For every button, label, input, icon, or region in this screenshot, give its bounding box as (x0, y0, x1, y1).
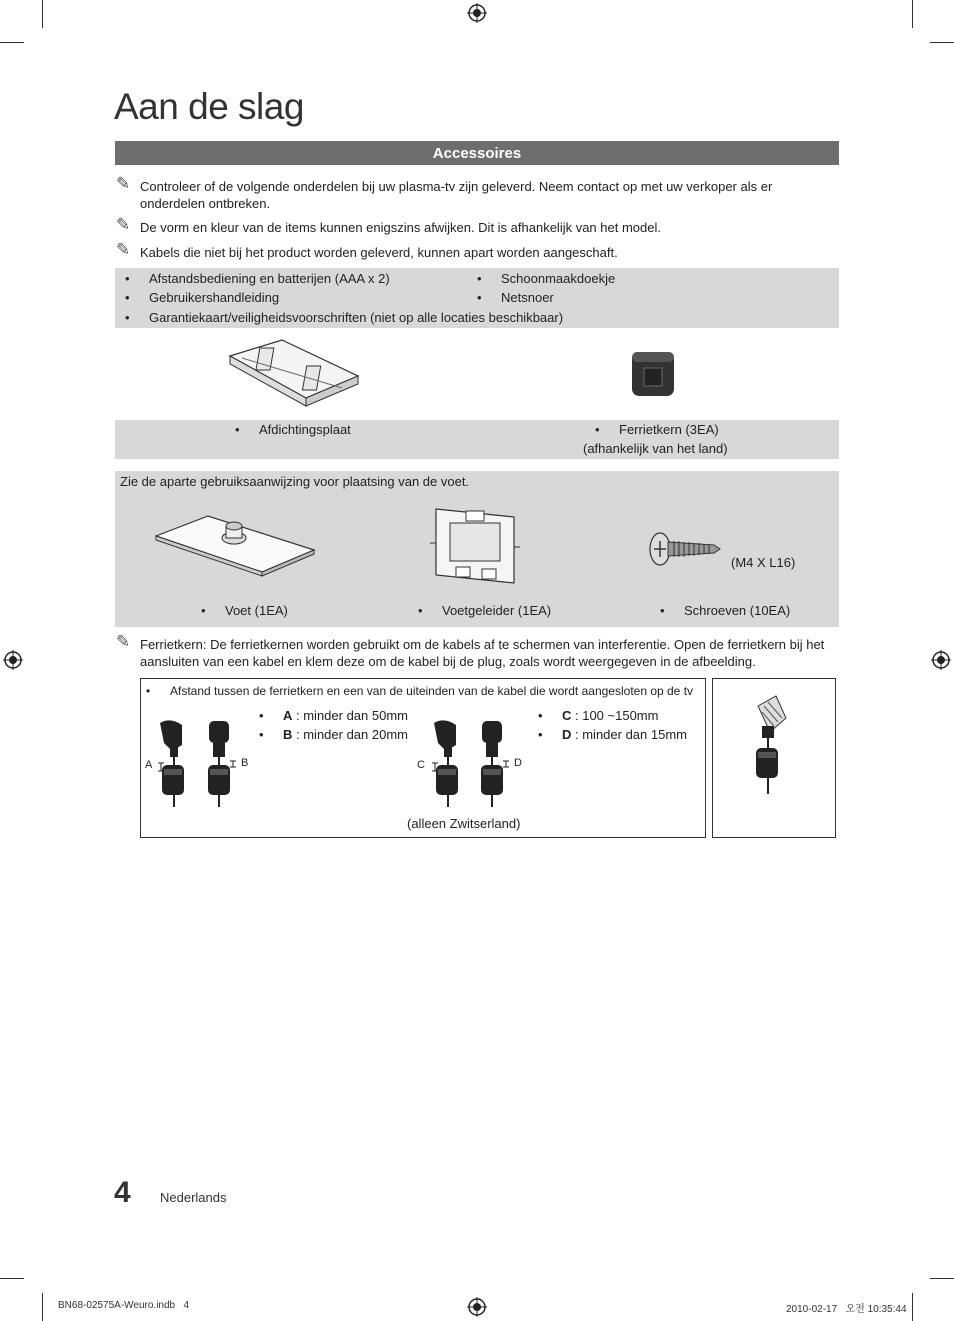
note-text: Kabels die niet bij het product worden geleverd, kunnen apart worden aangeschaft. (140, 245, 618, 260)
bullet-icon: • (477, 271, 482, 286)
list-item: • Voet (1EA) (201, 603, 288, 618)
label-d: D (514, 757, 522, 769)
spec-b: • B : minder dan 20mm (259, 727, 408, 742)
footer-file: BN68-02575A-Weuro.indb 4 (58, 1300, 190, 1311)
pencil-note-icon: ✎ (116, 174, 131, 193)
crop-mark (42, 0, 43, 28)
ferrite-core-illustration (630, 348, 676, 400)
screw-illustration (648, 530, 722, 568)
bullet-icon: • (235, 422, 240, 437)
stand-intro: Zie de aparte gebruiksaanwijzing voor plaatsing van de voet. (120, 474, 470, 489)
crop-mark (0, 42, 24, 43)
crop-mark (42, 1293, 43, 1321)
label-b: B (241, 757, 249, 769)
registration-mark-icon (467, 1297, 487, 1317)
stand-base-illustration (152, 512, 317, 576)
crop-mark (0, 1278, 24, 1279)
screw-spec: (M4 X L16) (731, 555, 796, 570)
bullet-icon: • (259, 708, 264, 723)
spec-d: • D : minder dan 15mm (538, 727, 687, 742)
crop-mark (930, 42, 954, 43)
bullet-icon: • (259, 727, 264, 742)
label-c: C (417, 759, 425, 771)
list-item: • Schoonmaakdoekje (477, 271, 616, 286)
list-item: • Ferrietkern (3EA) (595, 422, 719, 437)
note-text: Ferrietkern: De ferrietkernen worden gebruikt om de kabels af te schermen van interferentie. Open de ferrietkern bij het aansluiten van een kabel en klem deze om de kabel bij de plug, zoals wordt weergegeven in de afbeelding. (140, 637, 825, 669)
page-number: 4 (114, 1176, 131, 1209)
note-cables (116, 240, 836, 261)
page-title: Aan de slag (114, 86, 304, 127)
pencil-note-icon: ✎ (116, 632, 131, 651)
registration-mark-icon (3, 650, 23, 670)
footer-language: Nederlands (160, 1190, 227, 1205)
power-cable-ferrite-icon (432, 717, 462, 809)
footer-timestamp: 2010-02-17 오전 10:35:44 (786, 1304, 907, 1315)
spec-a: • A : minder dan 50mm (259, 708, 408, 723)
bullet-icon: • (125, 310, 130, 325)
bullet-icon: • (125, 271, 130, 286)
list-item: • Voetgeleider (1EA) (418, 603, 552, 618)
bullet-icon: • (125, 290, 130, 305)
note-ferrite (116, 632, 836, 670)
power-cable-ferrite-icon (478, 717, 508, 809)
list-item: • Afdichtingsplaat (235, 422, 351, 437)
registration-mark-icon (467, 3, 487, 23)
bullet-icon: • (477, 290, 482, 305)
list-item: • Garantiekaart/veiligheidsvoorschriften (niet op alle locaties beschikbaar) (125, 310, 564, 325)
country-note: (afhankelijk van het land) (583, 441, 728, 456)
list-item: • Afstand tussen de ferrietkern en een van de uiteinden van de kabel die wordt aangesloten op de tv (146, 684, 694, 698)
bullet-icon: • (201, 603, 206, 618)
list-item: • Gebruikershandleiding (125, 290, 280, 305)
scart-cable-ferrite-icon (750, 692, 790, 796)
label-a: A (145, 759, 153, 771)
pencil-note-icon: ✎ (116, 240, 131, 259)
list-item: • Schroeven (10EA) (660, 603, 791, 618)
note-text: Controleer of de volgende onderdelen bij uw plasma-tv zijn geleverd. Neem contact op met uw verkoper als er onderdelen ontbreken. (140, 179, 773, 211)
sealing-plate-illustration (222, 336, 362, 406)
stand-guide-illustration (430, 503, 522, 589)
power-cable-ferrite-icon (158, 717, 188, 809)
section-header-accessoires: Accessoires (115, 141, 839, 165)
crop-mark (912, 1293, 913, 1321)
parts-row-labels (115, 420, 839, 459)
switzerland-note: (alleen Zwitserland) (407, 816, 521, 831)
accessories-list (115, 268, 839, 328)
bullet-icon: • (146, 684, 151, 698)
bullet-icon: • (538, 708, 543, 723)
registration-mark-icon (931, 650, 951, 670)
crop-mark (930, 1278, 954, 1279)
note-text: De vorm en kleur van de items kunnen enigszins afwijken. Dit is afhankelijk van het model. (140, 220, 661, 235)
bullet-icon: • (418, 603, 423, 618)
bullet-icon: • (660, 603, 665, 618)
list-item: • Afstandsbediening en batterijen (AAA x 2) (125, 271, 390, 286)
crop-mark (912, 0, 913, 28)
spec-c: • C : 100 ~150mm (538, 708, 659, 723)
power-cable-ferrite-icon (205, 717, 235, 809)
list-item: • Netsnoer (477, 290, 554, 305)
bullet-icon: • (538, 727, 543, 742)
note-check-parts (116, 174, 836, 212)
pencil-note-icon: ✎ (116, 215, 131, 234)
note-shape-color (116, 215, 836, 236)
bullet-icon: • (595, 422, 600, 437)
